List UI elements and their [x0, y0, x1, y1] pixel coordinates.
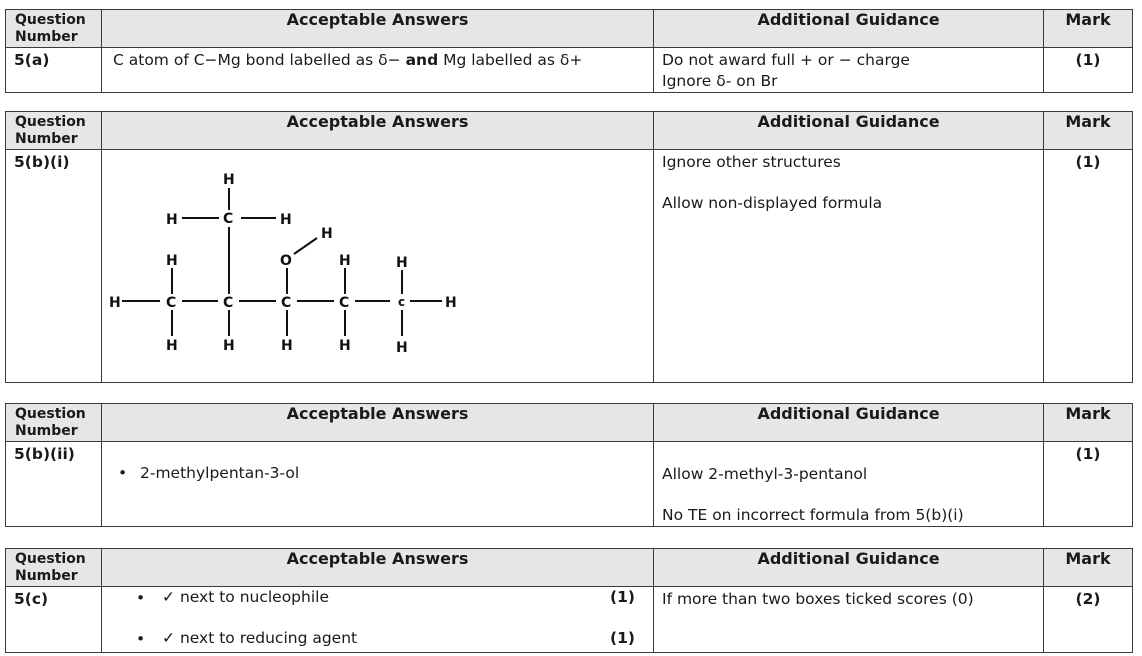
mark-header: Mark: [1044, 404, 1133, 442]
mark-header: Mark: [1044, 549, 1133, 587]
answer-part-1: C atom of C−Mg bond labelled as δ−: [113, 51, 401, 69]
mark-table-5a: [5, 9, 1133, 93]
guidance: [654, 442, 1044, 527]
atom-label: H: [166, 253, 178, 269]
atom-label: H: [223, 172, 235, 188]
atom-label: c: [398, 295, 406, 309]
guidance-line: Allow 2-methyl-3-pentanol: [662, 465, 868, 483]
atom-label: H: [396, 340, 408, 356]
acceptable-answer: [102, 48, 654, 93]
guidance-line: Ignore δ- on Br: [662, 72, 778, 90]
additional-guidance-header: Additional Guidance: [654, 10, 1044, 48]
acceptable-answers-header: Acceptable Answers: [102, 10, 654, 48]
sub-mark: (1): [610, 629, 635, 647]
atom-label: H: [445, 295, 457, 311]
mark-header: Mark: [1044, 112, 1133, 150]
atom-label: C: [281, 295, 292, 311]
mark-table-5bii: [5, 403, 1133, 527]
mark-table-5bi: [5, 111, 1133, 383]
atom-label: H: [281, 338, 293, 354]
header-row: [6, 549, 1133, 587]
acceptable-answer: [102, 587, 654, 653]
tick-answer: ✓ next to reducing agent: [162, 629, 358, 647]
guidance-line: Allow non-displayed formula: [662, 194, 883, 212]
tick-icon: ✓: [162, 588, 175, 606]
acceptable-answers-header: Acceptable Answers: [102, 549, 654, 587]
atom-label: H: [109, 295, 121, 311]
sub-mark: (1): [610, 588, 635, 606]
question-number: 5(b)(ii): [6, 442, 102, 527]
acceptable-answers-header: Acceptable Answers: [102, 112, 654, 150]
list-item: • 2-methylpentan-3-ol: [110, 464, 653, 482]
mark-header: Mark: [1044, 10, 1133, 48]
answer-row: [6, 442, 1133, 527]
displayed-formula: [102, 150, 652, 378]
question-number: 5(a): [6, 48, 102, 93]
mark-value: (2): [1044, 587, 1133, 653]
guidance-line: Do not award full + or − charge: [662, 51, 910, 69]
atom-label: H: [321, 226, 333, 242]
atom-label: H: [396, 255, 408, 271]
bullet: •: [136, 589, 146, 607]
acceptable-answers-header: Acceptable Answers: [102, 404, 654, 442]
question-number-header: Question Number: [6, 404, 102, 442]
answer-row: [6, 587, 1133, 653]
answer-part-2: Mg labelled as δ+: [443, 51, 583, 69]
bullet: •: [136, 630, 146, 648]
atom-label: H: [166, 212, 178, 228]
atom-label: H: [166, 338, 178, 354]
list-item: [102, 587, 653, 628]
question-number-header: Question Number: [6, 112, 102, 150]
question-number-header: Question Number: [6, 10, 102, 48]
mark-table-5c: [5, 548, 1133, 653]
atom-label: H: [223, 338, 235, 354]
additional-guidance-header: Additional Guidance: [654, 112, 1044, 150]
guidance: [654, 48, 1044, 93]
question-number: 5(c): [6, 587, 102, 653]
atom-label: H: [339, 253, 351, 269]
guidance: [654, 587, 1044, 653]
atom-label: H: [280, 212, 292, 228]
tick-icon: ✓: [162, 629, 175, 647]
atom-label: C: [166, 295, 177, 311]
mark-value: (1): [1044, 442, 1133, 527]
atom-label: H: [339, 338, 351, 354]
atom-label: C: [223, 211, 234, 227]
acceptable-answer: [102, 442, 654, 527]
answer-and: and: [405, 51, 439, 69]
atom-label: C: [223, 295, 234, 311]
guidance-line: Ignore other structures: [662, 153, 841, 171]
question-number: 5(b)(i): [6, 150, 102, 383]
answer-row: [6, 48, 1133, 93]
mark-value: (1): [1044, 150, 1133, 383]
tick-answer: ✓ next to nucleophile: [162, 588, 329, 606]
header-row: [6, 10, 1133, 48]
additional-guidance-header: Additional Guidance: [654, 549, 1044, 587]
guidance: [654, 150, 1044, 383]
atom-label: C: [339, 295, 350, 311]
question-number-header: Question Number: [6, 549, 102, 587]
list-item: [102, 628, 653, 652]
answer-row: [6, 150, 1133, 383]
atom-label: O: [280, 253, 292, 269]
guidance-line: No TE on incorrect formula from 5(b)(i): [662, 506, 964, 524]
guidance-line: If more than two boxes ticked scores (0): [662, 590, 974, 608]
structural-formula-cell: [102, 150, 654, 383]
header-row: [6, 112, 1133, 150]
additional-guidance-header: Additional Guidance: [654, 404, 1044, 442]
mark-value: (1): [1044, 48, 1133, 93]
header-row: [6, 404, 1133, 442]
